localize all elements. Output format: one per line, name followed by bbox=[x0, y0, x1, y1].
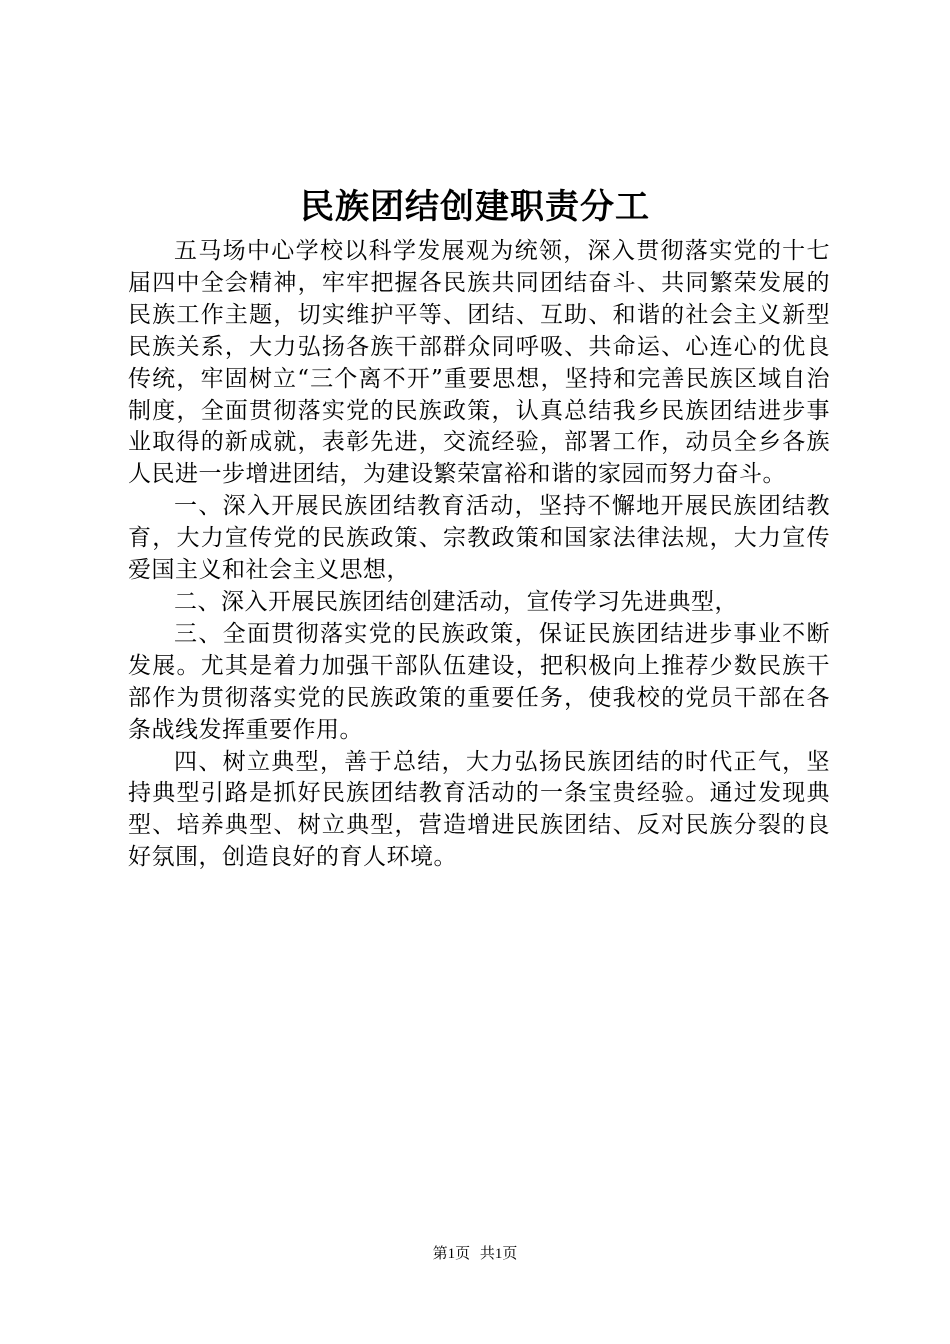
paragraph-intro: 五马场中心学校以科学发展观为统领，深入贯彻落实党的十七届四中全会精神，牢牢把握各民族共同团结奋斗、共同繁荣发展的民族工作主题，切实维护平等、团结、互助、和谐的社会主义新型民族关系，大力弘扬各族干部群众同呼吸、共命运、心连心的优良传统，牢固树立“三个离不开”重要思想，坚持和完善民族区域自治制度，全面贯彻落实党的民族政策，认真总结我乡民族团结进步事业取得的新成就，表彰先进，交流经验，部署工作，动员全乡各族人民进一步增进团结，为建设繁荣富裕和谐的家园而努力奋斗。 bbox=[128, 238, 830, 488]
document-body bbox=[128, 236, 830, 874]
paragraph-item-3: 三、全面贯彻落实党的民族政策，保证民族团结进步事业不断发展。尤其是着力加强干部队伍建设，把积极向上推荐少数民族干部作为贯彻落实党的民族政策的重要任务，使我校的党员干部在各条战线发挥重要作用。 bbox=[128, 620, 830, 743]
paragraph-item-2: 二、深入开展民族团结创建活动，宣传学习先进典型， bbox=[174, 588, 738, 615]
document-title: 民族团结创建职责分工 bbox=[300, 187, 650, 227]
page-number: 第1页 bbox=[432, 1246, 471, 1262]
paragraph-item-1: 一、深入开展民族团结教育活动，坚持不懈地开展民族团结教育，大力宣传党的民族政策、宗教政策和国家法律法规，大力宣传爱国主义和社会主义思想， bbox=[128, 493, 830, 584]
page-footer bbox=[0, 1244, 950, 1264]
page-total: 共1页 bbox=[479, 1246, 518, 1262]
paragraph-item-4: 四、树立典型，善于总结，大力弘扬民族团结的时代正气，坚持典型引路是抓好民族团结教育活动的一条宝贵经验。通过发现典型、培养典型、树立典型，营造增进民族团结、反对民族分裂的良好氛围，创造良好的育人环境。 bbox=[128, 748, 830, 871]
